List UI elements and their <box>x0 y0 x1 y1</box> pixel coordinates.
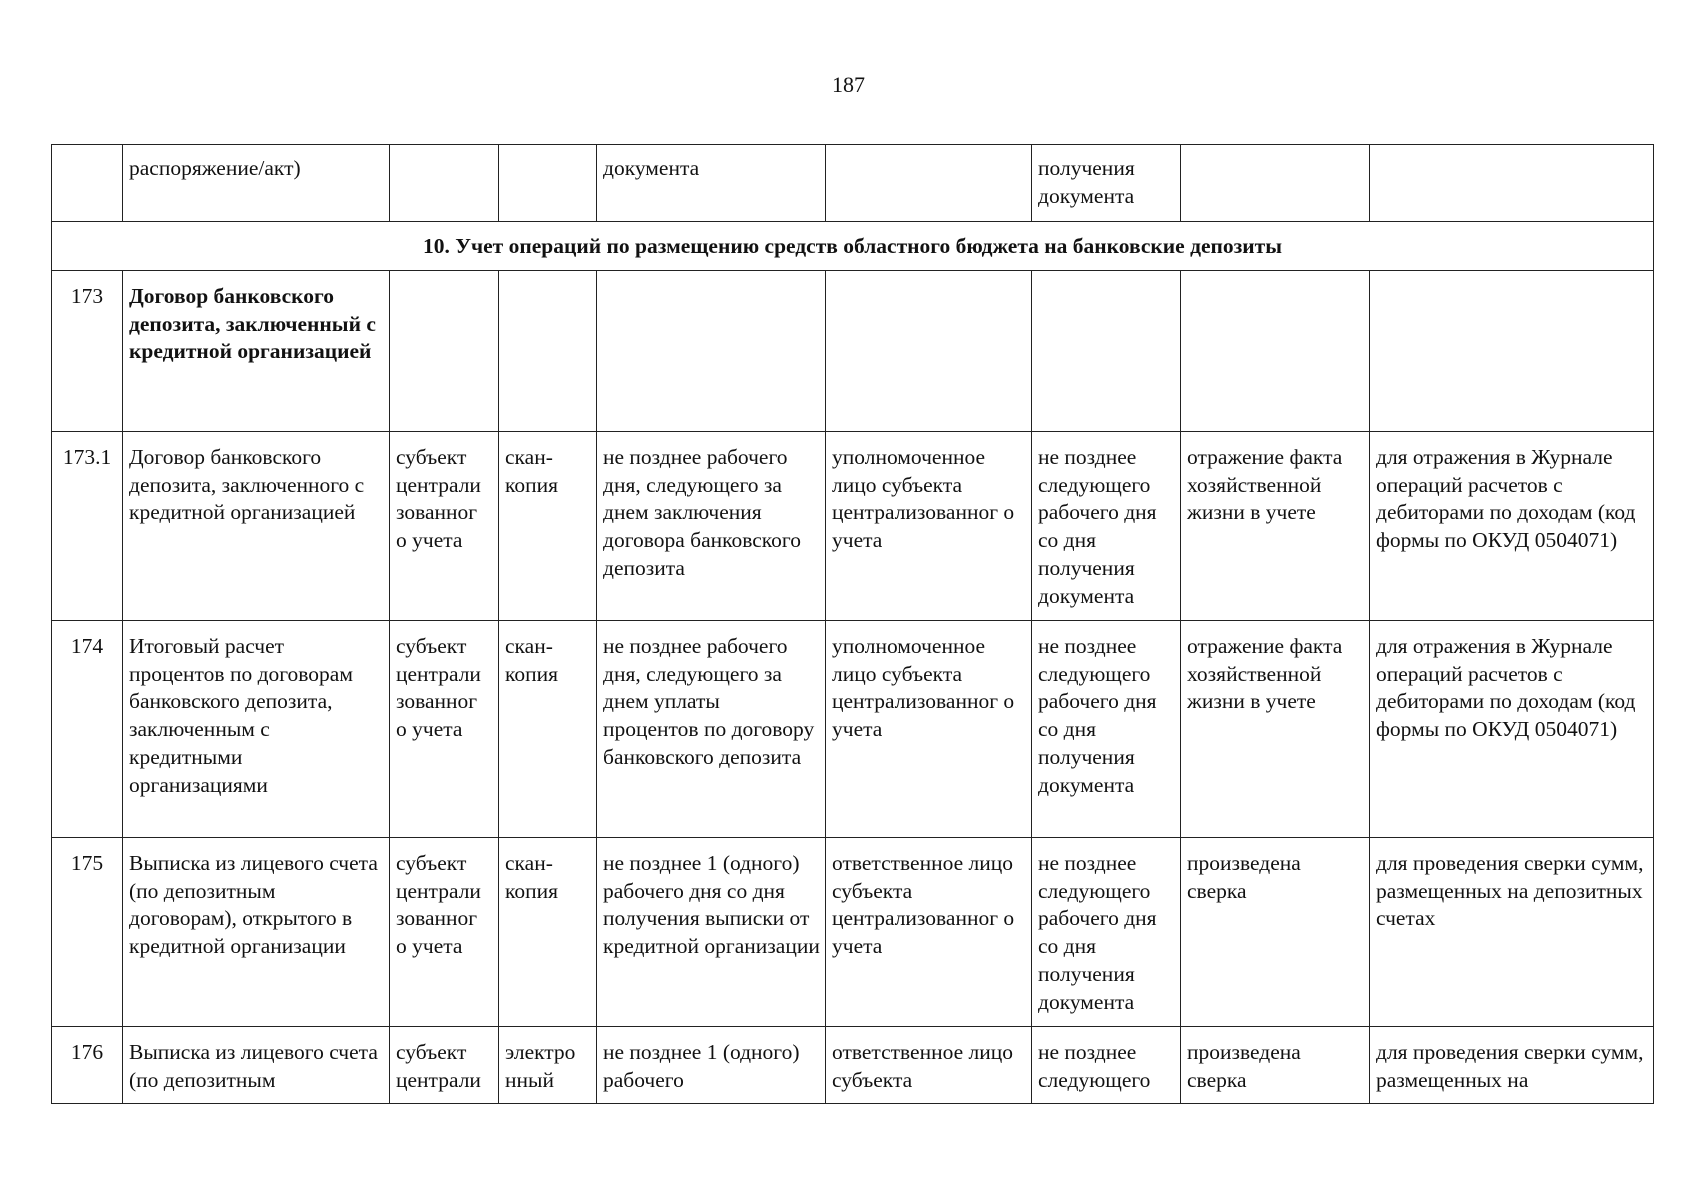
cell-document-name: Договор банковского депозита, заключенный с кредитной организацией <box>123 271 390 432</box>
cell-deadline: документа <box>597 145 826 222</box>
cell-empty <box>1370 271 1654 432</box>
table-row <box>52 838 1654 1027</box>
cell-purpose: для проведения сверки сумм, размещенных на <box>1370 1027 1654 1104</box>
cell-creator <box>390 145 499 222</box>
cell-result <box>1181 145 1370 222</box>
cell-result: произведена сверка <box>1181 838 1370 1027</box>
cell-result: произведена сверка <box>1181 1027 1370 1104</box>
cell-responsible <box>826 145 1032 222</box>
table-row-continuation <box>52 145 1654 222</box>
section-row <box>52 222 1654 271</box>
cell-responsible: уполномоченное лицо субъекта централизованног о учета <box>826 621 1032 838</box>
cell-deadline: не позднее рабочего дня, следующего за днем заключения договора банковского депозита <box>597 432 826 621</box>
cell-purpose: для отражения в Журнале операций расчетов с дебиторами по доходам (код формы по ОКУД 0504071) <box>1370 621 1654 838</box>
cell-empty <box>1181 271 1370 432</box>
cell-receive-deadline: не позднее следующего <box>1032 1027 1181 1104</box>
page-number: 187 <box>832 72 865 97</box>
cell-creator: субъект централи зованног о учета <box>390 432 499 621</box>
cell-empty <box>1032 271 1181 432</box>
cell-purpose: для проведения сверки сумм, размещенных на депозитных счетах <box>1370 838 1654 1027</box>
cell-responsible: уполномоченное лицо субъекта централизованног о учета <box>826 432 1032 621</box>
cell-responsible: ответственное лицо субъекта <box>826 1027 1032 1104</box>
cell-receive-deadline: не позднее следующего рабочего дня со дня получения документа <box>1032 838 1181 1027</box>
cell-receive-deadline: не позднее следующего рабочего дня со дня получения документа <box>1032 432 1181 621</box>
cell-form: скан-копия <box>499 432 597 621</box>
cell-purpose: для отражения в Журнале операций расчетов с дебиторами по доходам (код формы по ОКУД 0504071) <box>1370 432 1654 621</box>
cell-receive-deadline: получения документа <box>1032 145 1181 222</box>
cell-purpose <box>1370 145 1654 222</box>
cell-empty <box>826 271 1032 432</box>
section-title: 10. Учет операций по размещению средств областного бюджета на банковские депозиты <box>52 222 1654 271</box>
cell-num: 176 <box>52 1027 123 1104</box>
table-row <box>52 432 1654 621</box>
cell-creator: субъект централи зованног о учета <box>390 621 499 838</box>
cell-num: 175 <box>52 838 123 1027</box>
cell-receive-deadline: не позднее следующего рабочего дня со дня получения документа <box>1032 621 1181 838</box>
cell-empty <box>499 271 597 432</box>
table-row <box>52 1027 1654 1104</box>
cell-result: отражение факта хозяйственной жизни в учете <box>1181 432 1370 621</box>
cell-deadline: не позднее 1 (одного) рабочего <box>597 1027 826 1104</box>
cell-num: 173.1 <box>52 432 123 621</box>
cell-document-name: Выписка из лицевого счета (по депозитным <box>123 1027 390 1104</box>
cell-creator: субъект централи <box>390 1027 499 1104</box>
cell-form: скан-копия <box>499 621 597 838</box>
cell-form: скан-копия <box>499 838 597 1027</box>
table-row-group <box>52 271 1654 432</box>
cell-form <box>499 145 597 222</box>
cell-result: отражение факта хозяйственной жизни в учете <box>1181 621 1370 838</box>
cell-document-name: Договор банковского депозита, заключенного с кредитной организацией <box>123 432 390 621</box>
cell-empty <box>597 271 826 432</box>
cell-responsible: ответственное лицо субъекта централизованног о учета <box>826 838 1032 1027</box>
cell-document-name: распоряжение/акт) <box>123 145 390 222</box>
document-table <box>51 144 1654 1104</box>
cell-document-name: Итоговый расчет процентов по договорам банковского депозита, заключенным с кредитными организациями <box>123 621 390 838</box>
cell-document-name: Выписка из лицевого счета (по депозитным договорам), открытого в кредитной организации <box>123 838 390 1027</box>
cell-num: 174 <box>52 621 123 838</box>
cell-num: 173 <box>52 271 123 432</box>
table-row <box>52 621 1654 838</box>
cell-empty <box>390 271 499 432</box>
cell-creator: субъект централи зованног о учета <box>390 838 499 1027</box>
cell-deadline: не позднее рабочего дня, следующего за днем уплаты процентов по договору банковского депозита <box>597 621 826 838</box>
cell-form: электро нный <box>499 1027 597 1104</box>
cell-deadline: не позднее 1 (одного) рабочего дня со дня получения выписки от кредитной организации <box>597 838 826 1027</box>
cell-num <box>52 145 123 222</box>
